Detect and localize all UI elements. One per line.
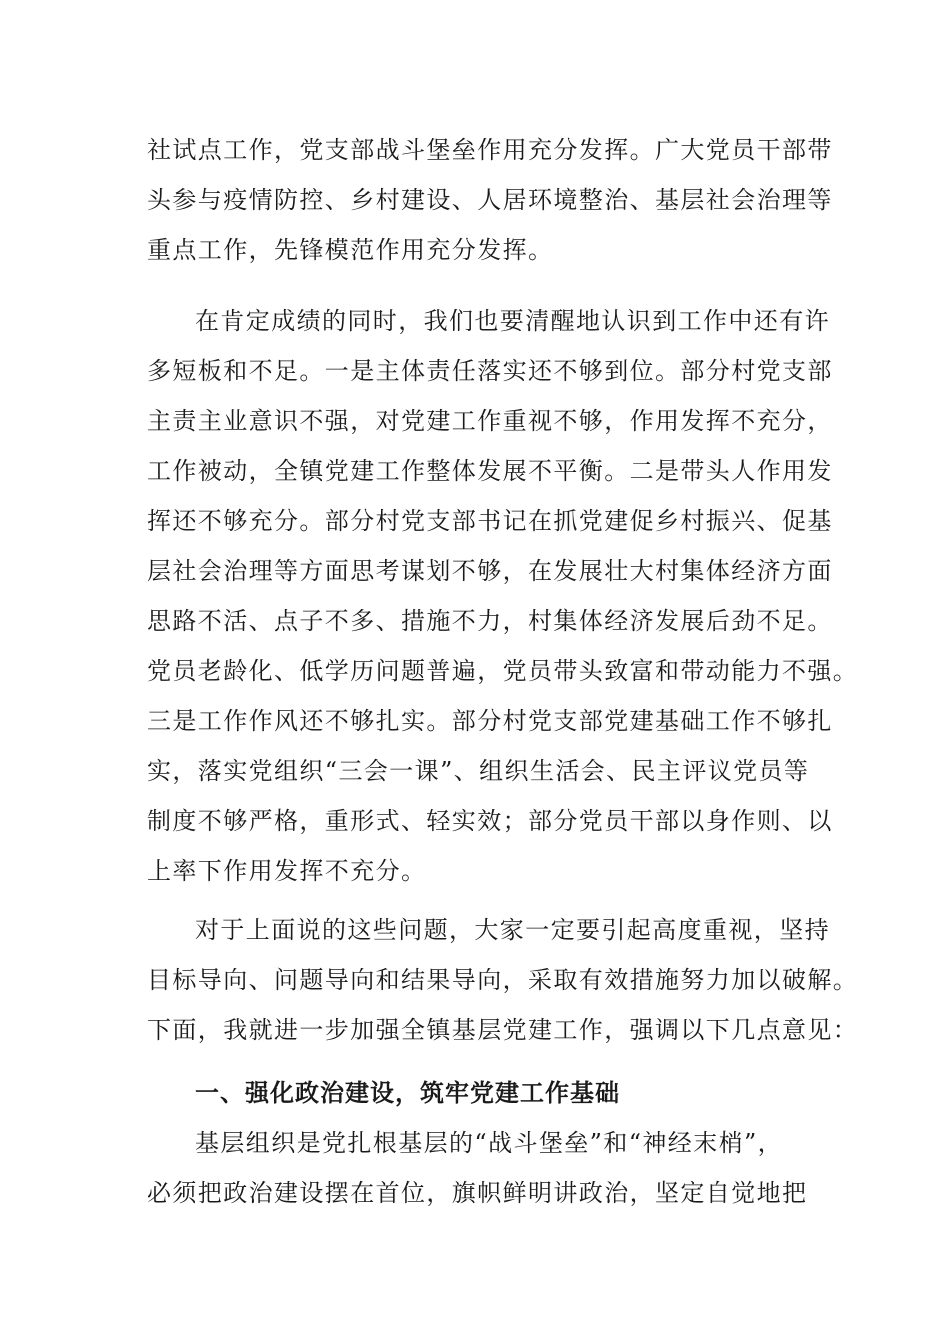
text-line: 多短板和不足。一是主体责任落实还不够到位。部分村党支部 <box>147 357 833 385</box>
text-line: 对于上面说的这些问题，大家一定要引起高度重视，坚持 <box>195 916 830 944</box>
text-line: 思路不活、点子不多、措施不力，村集体经济发展后劲不足。 <box>147 607 833 635</box>
text-line: 工作被动，全镇党建工作整体发展不平衡。二是带头人作用发 <box>147 457 833 485</box>
text-line: 挥还不够充分。部分村党支部书记在抓党建促乡村振兴、促基 <box>147 507 833 535</box>
text-line: 主责主业意识不强，对党建工作重视不够，作用发挥不充分， <box>147 407 833 435</box>
text-line: 基层组织是党扎根基层的“战斗堡垒”和“神经末梢”， <box>195 1129 784 1157</box>
text-line: 在肯定成绩的同时，我们也要清醒地认识到工作中还有许 <box>195 307 830 335</box>
text-line: 下面，我就进一步加强全镇基层党建工作，强调以下几点意见： <box>147 1016 859 1044</box>
text-line: 社试点工作，党支部战斗堡垒作用充分发挥。广大党员干部带 <box>147 136 833 164</box>
text-line: 层社会治理等方面思考谋划不够，在发展壮大村集体经济方面 <box>147 557 833 585</box>
text-line: 上率下作用发挥不充分。 <box>147 857 427 885</box>
text-line: 重点工作，先锋模范作用充分发挥。 <box>147 236 554 264</box>
text-line: 制度不够严格，重形式、轻实效；部分党员干部以身作则、以 <box>147 807 833 835</box>
text-line: 三是工作作风还不够扎实。部分村党支部党建基础工作不够扎 <box>147 707 833 735</box>
text-line: 目标导向、问题导向和结果导向，采取有效措施努力加以破解。 <box>147 966 859 994</box>
text-line: 实，落实党组织“三会一课”、组织生活会、民主评议党员等 <box>147 757 810 785</box>
text-line: 必须把政治建设摆在首位，旗帜鲜明讲政治，坚定自觉地把 <box>147 1179 808 1207</box>
text-line: 党员老龄化、低学历问题普遍，党员带头致富和带动能力不强。 <box>147 657 859 685</box>
text-line: 头参与疫情防控、乡村建设、人居环境整治、基层社会治理等 <box>147 186 833 214</box>
section-heading: 一、强化政治建设，筑牢党建工作基础 <box>195 1079 620 1107</box>
